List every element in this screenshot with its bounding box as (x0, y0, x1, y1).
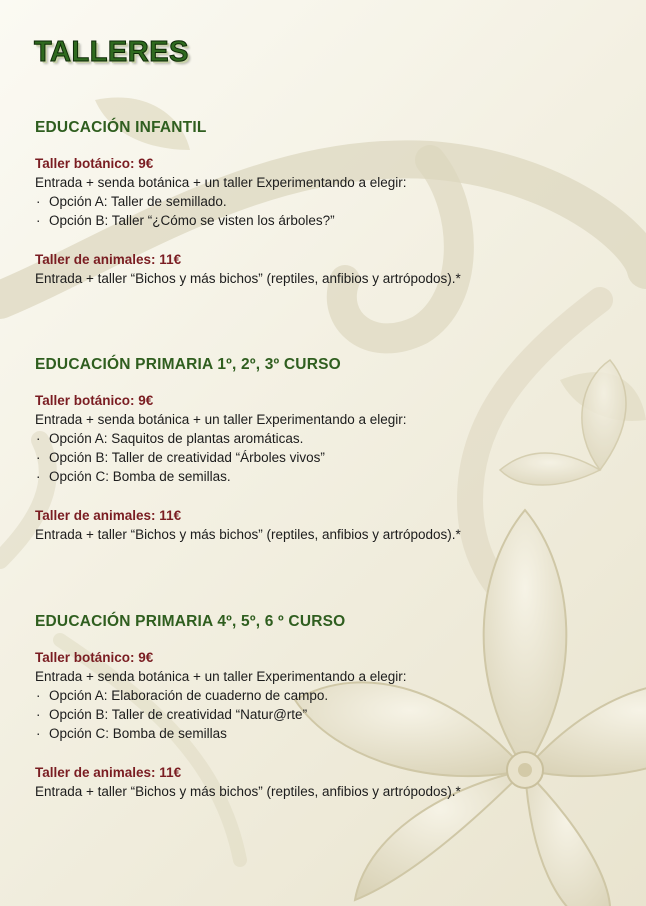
workshop-options-list (35, 686, 615, 743)
option-text: Opción B: Taller de creatividad “Natur@rte” (49, 707, 308, 722)
bullet-icon: · (36, 450, 41, 465)
workshop-options-list (35, 192, 615, 230)
bullet-icon: · (36, 688, 41, 703)
option-text: Opción C: Bomba de semillas. (49, 469, 231, 484)
bullet-icon: · (36, 194, 41, 209)
section-heading: EDUCACIÓN INFANTIL (35, 119, 207, 136)
animal-workshop-text: Entrada + taller “Bichos y más bichos” (reptiles, anfibios y artrópodos).* (35, 527, 461, 542)
workshop-option (35, 724, 615, 743)
botanical-workshop-intro: Entrada + senda botánica + un taller Experimentando a elegir: (35, 669, 407, 684)
botanical-workshop-block (35, 648, 615, 743)
botanical-workshop-block (35, 154, 615, 230)
option-text: Opción B: Taller de creatividad “Árboles vivos” (49, 450, 325, 465)
workshop-option (35, 429, 615, 448)
option-text: Opción A: Elaboración de cuaderno de campo. (49, 688, 329, 703)
animal-workshop-block (35, 763, 615, 801)
workshop-option (35, 192, 615, 211)
workshop-option (35, 448, 615, 467)
animal-workshop-title: Taller de animales: 11€ (35, 252, 182, 267)
option-text: Opción B: Taller “¿Cómo se visten los árboles?” (49, 213, 335, 228)
workshop-option (35, 467, 615, 486)
section-heading: EDUCACIÓN PRIMARIA 1º, 2º, 3º CURSO (35, 356, 341, 373)
bullet-icon: · (36, 707, 41, 722)
bullet-icon: · (36, 431, 41, 446)
section-educacion-infantil (35, 118, 615, 288)
option-text: Opción C: Bomba de semillas (49, 726, 227, 741)
botanical-workshop-title: Taller botánico: 9€ (35, 393, 154, 408)
workshop-option (35, 686, 615, 705)
animal-workshop-text: Entrada + taller “Bichos y más bichos” (reptiles, anfibios y artrópodos).* (35, 784, 461, 799)
botanical-workshop-intro: Entrada + senda botánica + un taller Experimentando a elegir: (35, 175, 407, 190)
animal-workshop-text: Entrada + taller “Bichos y más bichos” (reptiles, anfibios y artrópodos).* (35, 271, 461, 286)
botanical-workshop-title: Taller botánico: 9€ (35, 650, 154, 665)
animal-workshop-title: Taller de animales: 11€ (35, 765, 182, 780)
section-primaria-4-6 (35, 612, 615, 801)
workshop-option (35, 211, 615, 230)
option-text: Opción A: Saquitos de plantas aromáticas. (49, 431, 304, 446)
botanical-workshop-intro: Entrada + senda botánica + un taller Experimentando a elegir: (35, 412, 407, 427)
animal-workshop-block (35, 506, 615, 544)
bullet-icon: · (36, 469, 41, 484)
section-primaria-1-3 (35, 355, 615, 544)
page-title: TALLERES (34, 36, 189, 68)
section-heading: EDUCACIÓN PRIMARIA 4º, 5º, 6 º CURSO (35, 613, 346, 630)
bullet-icon: · (36, 726, 41, 741)
workshop-option (35, 705, 615, 724)
botanical-workshop-title: Taller botánico: 9€ (35, 156, 154, 171)
workshop-options-list (35, 429, 615, 486)
animal-workshop-block (35, 250, 615, 288)
botanical-workshop-block (35, 391, 615, 486)
animal-workshop-title: Taller de animales: 11€ (35, 508, 182, 523)
option-text: Opción A: Taller de semillado. (49, 194, 227, 209)
bullet-icon: · (36, 213, 41, 228)
